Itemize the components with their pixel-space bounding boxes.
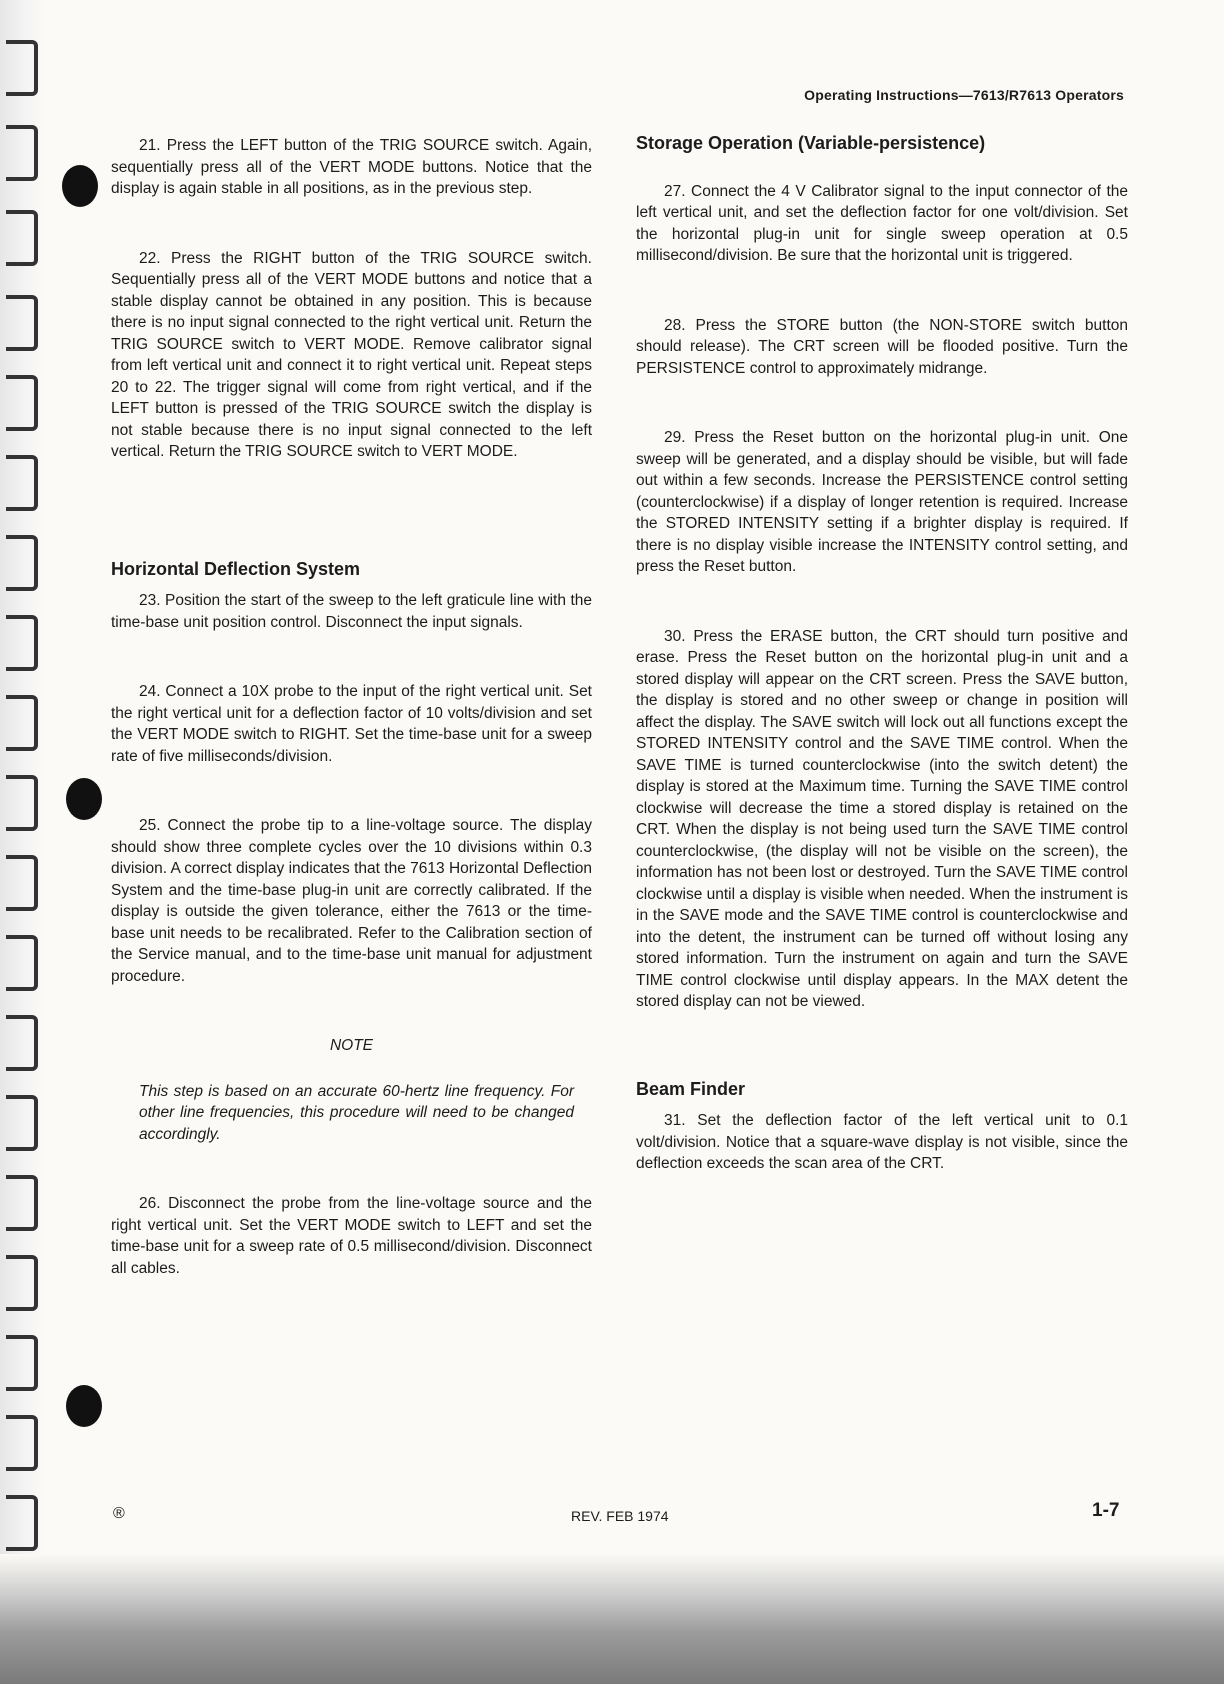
binding-ring [6, 210, 38, 266]
paragraph-22: 22. Press the RIGHT button of the TRIG SOURCE switch. Sequentially press all of the VERT MODE buttons and notice that a stable display cannot be obtained in any position. This is because there is no input signal connected to the right vertical unit. Return the TRIG SOURCE switch to VERT MODE. Remove calibrator signal from left vertical unit and connect it to right vertical unit. Repeat steps 20 to 22. The trigger signal will come from right vertical, and if the LEFT button is pressed of the TRIG SOURCE switch the display is not stable because there is no input signal connected to the left vertical. Return the TRIG SOURCE switch to VERT MODE. [111, 249, 592, 460]
binding-ring [6, 1015, 38, 1071]
paragraph-31: 31. Set the deflection factor of the left vertical unit to 0.1 volt/division. Notice that a square-wave display is not visible, since the deflection exceeds the scan area of the CRT. [636, 1112, 1128, 1172]
right-column [636, 133, 1128, 1175]
page-edge-shadow [0, 1554, 1224, 1684]
page-number: 1-7 [1092, 1500, 1120, 1521]
binding-ring [6, 40, 38, 96]
paragraph-21: 21. Press the LEFT button of the TRIG SOURCE switch. Again, sequentially press all of the VERT MODE buttons. Notice that the display is again stable in all positions, as in the previous step. [111, 137, 592, 197]
binding-ring [6, 375, 38, 431]
binding-ring [6, 615, 38, 671]
paragraph-27: 27. Connect the 4 V Calibrator signal to the input connector of the left vertical unit, and set the deflection factor for one volt/division. Set the horizontal plug-in unit for single sweep operation at 0.5 millisecond/division. Be sure that the horizontal unit is triggered. [636, 182, 1128, 264]
binding-ring [6, 535, 38, 591]
paragraph-24: 24. Connect a 10X probe to the input of the right vertical unit. Set the right vertical unit for a deflection factor of 10 volts/division and set the VERT MODE switch to RIGHT. Set the time-base unit for a sweep rate of five milliseconds/division. [111, 683, 592, 765]
heading-horizontal-deflection: Horizontal Deflection System [111, 558, 361, 579]
binding-ring [6, 1175, 38, 1231]
punch-hole [66, 778, 102, 820]
binding-ring [6, 1415, 38, 1471]
binding-ring [6, 1095, 38, 1151]
binding-ring [6, 855, 38, 911]
note-body: This step is based on an accurate 60-hertz line frequency. For other line frequencies, this procedure will need to be changed accordingly. [139, 1082, 574, 1143]
punch-hole [62, 165, 98, 207]
paragraph-25: 25. Connect the probe tip to a line-voltage source. The display should show three complete cycles over the 10 divisions within 0.3 division. A correct display indicates that the 7613 Horizontal Deflection System and the time-base plug-in unit are correctly calibrated. If the display is outside the given tolerance, either the 7613 or the time-base unit needs to be recalibrated. Refer to the Calibration section of the Service manual, and to the time-base unit manual for adjustment procedure. [111, 817, 592, 985]
binding-ring [6, 935, 38, 991]
punch-hole [66, 1385, 102, 1427]
footer-mark: ® [113, 1505, 125, 1522]
heading-storage-operation: Storage Operation (Variable-persistence) [636, 133, 986, 153]
paragraph-30: 30. Press the ERASE button, the CRT should turn positive and erase. Press the Reset button on the horizontal plug-in unit and a stored display will appear on the CRT screen. Press the SAVE button, the display is stored and no other sweep or change in position will affect the display. The SAVE switch will lock out all functions except the STORED INTENSITY control and the SAVE TIME control. When the SAVE TIME is turned counterclockwise (into the switch detent) the display is stored at the Maximum time. Turning the SAVE TIME control clockwise will decrease the time a stored display is retained on the CRT. When the display is not being used turn the SAVE TIME control counterclockwise, (the display will not be visible on the screen), the information has not been lost or destroyed. Turn the SAVE TIME control clockwise until a display is visible when needed. When the instrument is in the SAVE mode and the SAVE TIME control is counterclockwise and into the detent, the instrument can be turned off without losing any stored information. Turn the instrument on again and turn the SAVE TIME control clockwise until display appears. In the MAX detent the stored display can not be viewed. [636, 627, 1128, 1010]
paragraph-28: 28. Press the STORE button (the NON-STORE switch button should release). The CRT screen will be flooded positive. Turn the PERSISTENCE control to approximately midrange. [636, 316, 1128, 377]
binding-ring [6, 125, 38, 181]
left-column [111, 135, 592, 1279]
paragraph-26: 26. Disconnect the probe from the line-voltage source and the right vertical unit. Set the VERT MODE switch to LEFT and set the time-base unit for a sweep rate of 0.5 millisecond/division. Disconnect all cables. [111, 1195, 592, 1277]
spiral-binding [0, 0, 44, 1684]
binding-ring [6, 775, 38, 831]
binding-ring [6, 295, 38, 351]
binding-ring [6, 1495, 38, 1551]
binding-ring [6, 1335, 38, 1391]
binding-ring [6, 1255, 38, 1311]
note-title: NOTE [329, 1037, 374, 1054]
binding-ring [6, 695, 38, 751]
paragraph-29: 29. Press the Reset button on the horizontal plug-in unit. One sweep will be generated, and a display should be visible, but will fade out within a few seconds. Increase the PERSISTENCE control setting (counterclockwise) if a display of longer retention is required. Increase the STORED INTENSITY setting if a brighter display is required. If there is no display visible increase the INTENSITY control setting, and press the Reset button. [636, 429, 1128, 575]
binding-ring [6, 455, 38, 511]
heading-beam-finder: Beam Finder [636, 1078, 746, 1099]
footer-revision: REV. FEB 1974 [571, 1508, 669, 1524]
page-header: Operating Instructions—7613/R7613 Operators [804, 87, 1124, 103]
paragraph-23: 23. Position the start of the sweep to the left graticule line with the time-base unit position control. Disconnect the input signals. [111, 592, 592, 631]
